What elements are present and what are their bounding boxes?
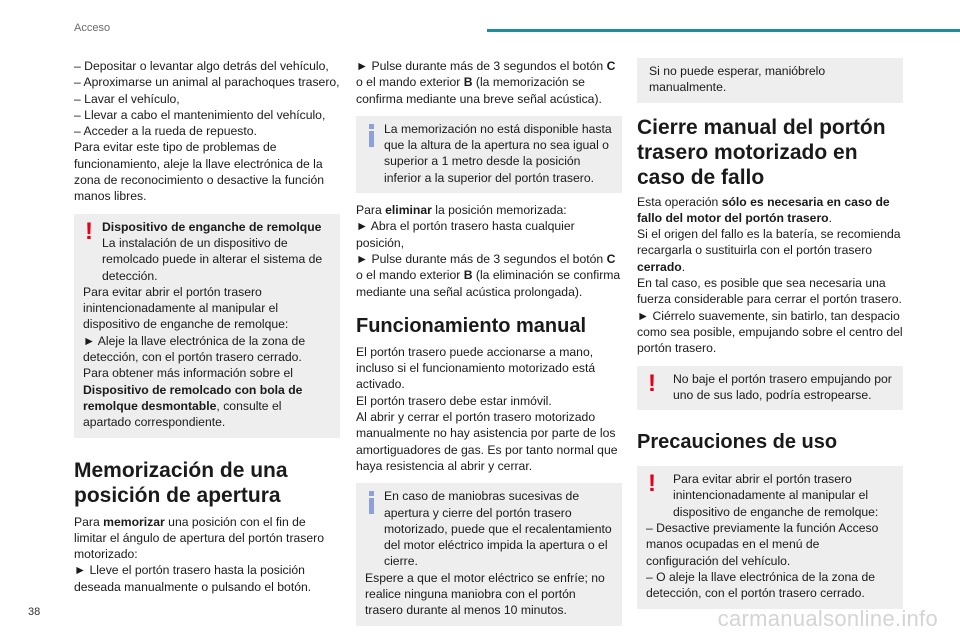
paragraph: ► Abra el portón trasero hasta cualquier posición, (356, 219, 575, 250)
info-box-overheat (356, 483, 622, 625)
paragraph: ► Ciérrelo suavemente, sin batirlo, tan despacio como sea posible, empujando sobre el centro del portón trasero. (637, 308, 903, 356)
list-item: – Acceder a la rueda de repuesto. (74, 124, 257, 139)
watermark: carmanualsonline.info (717, 606, 938, 631)
section-heading: Cierre manual del portón trasero motorizado en caso de fallo (637, 115, 886, 189)
warning-title: Dispositivo de enganche de remolque (102, 219, 322, 234)
info-icon (366, 122, 376, 150)
info-text: En caso de maniobras sucesivas de apertura y cierre del portón trasero motorizado, puede que el recalentamiento del motor eléctrico impida la apertura o el cierre. (384, 489, 612, 569)
warning-icon: ! (648, 369, 656, 397)
section-heading: Precauciones de uso (637, 431, 838, 454)
warning-box-towbar (74, 214, 340, 438)
paragraph: Para eliminar la posición memorizada: (356, 203, 567, 218)
info-box-memorization (356, 116, 622, 193)
warning-icon: ! (85, 217, 93, 245)
column-2 (356, 58, 622, 626)
warning-text: Para evitar abrir el portón trasero inintencionadamente al manipular el dispositivo de enganche de remolque: (83, 284, 289, 332)
warning-text: No baje el portón trasero empujando por uno de sus lado, podría estropearse. (673, 371, 892, 402)
list-item: – Aproximarse un animal al parachoques trasero, (74, 75, 340, 90)
list-item: – Depositar o levantar algo detrás del vehículo, (74, 59, 329, 73)
list-item: – Lavar el vehículo, (74, 91, 180, 106)
warning-text: La instalación de un dispositivo de remolcado puede in alterar el sistema de detección. (102, 235, 323, 283)
paragraph: Para memorizar una posición con el fin de limitar el ángulo de apertura del portón trasero motorizado: (74, 514, 324, 562)
warning-icon: ! (648, 470, 656, 498)
section-title: Acceso (74, 22, 111, 34)
paragraph: En tal caso, es posible que sea necesaria una fuerza considerable para cerrar el portón trasero. (637, 276, 902, 307)
paragraph: ► Lleve el portón trasero hasta la posición deseada manualmente o pulsando el botón. (74, 563, 312, 594)
warning-text: Para obtener más información sobre el Dispositivo de remolcado con bola de remolque desmontable, consulte el apartado correspondiente. (83, 366, 303, 430)
paragraph: El portón trasero puede accionarse a mano, incluso si el funcionamiento motorizado está activado. (356, 344, 596, 392)
warning-text: – O aleje la llave electrónica de la zona de detección, con el portón trasero cerrado. (646, 569, 875, 601)
paragraph: ► Pulse durante más de 3 segundos el botón C o el mando exterior B (la memorización se confirma mediante una breve señal acústica). (356, 59, 616, 106)
paragraph: Esta operación sólo es necesaria en caso de fallo del motor del portón trasero. (637, 194, 890, 225)
warning-text: Para evitar abrir el portón trasero inintencionadamente al manipular el dispositivo de enganche de remolque: (673, 472, 879, 519)
column-1 (74, 58, 340, 595)
column-3 (637, 58, 903, 609)
paragraph: Si el origen del fallo es la batería, se recomienda recargarla o sustituirla con el portón trasero cerrado. (637, 227, 901, 274)
paragraph: El portón trasero debe estar inmóvil. (356, 393, 552, 408)
info-text: Espere a que el motor eléctrico se enfríe; no realice ninguna maniobra con el portón trasero durante al menos 10 minutos. (365, 570, 605, 618)
warning-text: – Desactive previamente la función Acceso manos ocupadas en el menú de configuración del vehículo. (646, 521, 879, 568)
warning-box-lowering (637, 366, 903, 411)
warning-text: ► Aleje la llave electrónica de la zona de detección, con el portón trasero cerrado. (83, 333, 306, 365)
info-text: La memorización no está disponible hasta que la altura de la apertura no sea igual o superior a 1 metro desde la posición inferior a la superior del portón trasero. (384, 121, 612, 185)
info-icon (366, 489, 376, 517)
page-number: 38 (28, 606, 41, 618)
section-heading: Memorización de una posición de apertura (74, 458, 288, 507)
paragraph: ► Pulse durante más de 3 segundos el botón C o el mando exterior B (la eliminación se confirma mediante una señal acústica prolongada). (356, 251, 621, 299)
warning-box-precautions (637, 466, 903, 608)
paragraph: Al abrir y cerrar el portón trasero motorizado manualmente no hay asistencia por parte de los amortiguadores de gas. Es por tanto normal que haya resistencia al abrir y cerrar. (356, 410, 618, 473)
header-accent-bar (487, 29, 960, 32)
section-heading: Funcionamiento manual (356, 314, 587, 337)
list-item: – Llevar a cabo el mantenimiento del vehículo, (74, 107, 326, 122)
paragraph: Para evitar este tipo de problemas de funcionamiento, aleje la llave electrónica de la zona de reconocimiento o desactive la función manos libres. (74, 140, 324, 204)
note-text: Si no puede esperar, manióbrelo manualmente. (649, 64, 826, 95)
note-box-continued (637, 58, 903, 103)
